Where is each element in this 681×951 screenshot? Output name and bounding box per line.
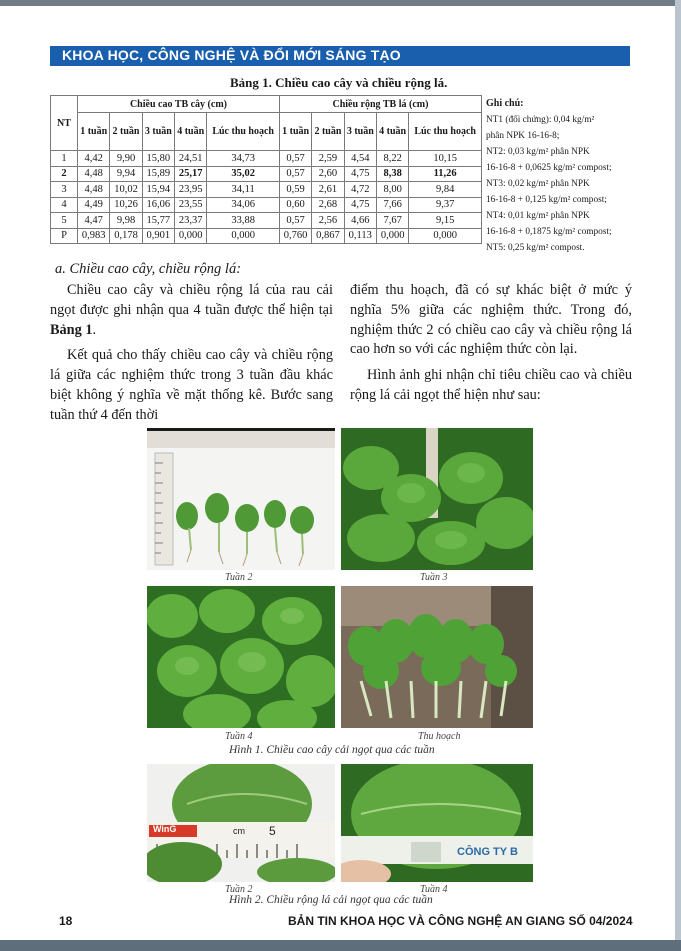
cell-height: 33,88 [207,213,280,229]
cell-height: 4,48 [78,182,110,198]
cell-width: 7,67 [376,213,408,229]
right-column [350,281,632,406]
cell-width: 2,68 [312,197,344,213]
left-paragraph-1: Chiều cao cây và chiều rộng lá của rau cải ngọt được ghi nhận qua 4 tuần được thể hiện tại Bảng 1. [50,282,333,338]
note-line: NT4: 0,01 kg/m² phân NPK [486,211,590,221]
cell-width: 8,38 [376,166,408,182]
note-line: 16-16-8 + 0,0625 kg/m² compost; [486,163,612,173]
cell-width: 0,57 [279,166,311,182]
cell-width: 4,75 [344,197,376,213]
cell-width: 2,60 [312,166,344,182]
col-nt-header: NT [51,96,78,151]
cell-height: 0,901 [142,228,174,244]
table-row [51,151,482,167]
width-group-header: Chiều rộng TB lá (cm) [279,96,481,113]
cell-width: 9,37 [409,197,482,213]
height-group-header: Chiều cao TB cây (cm) [78,96,280,113]
cell-height: 34,11 [207,182,280,198]
cell-height: 0,000 [175,228,207,244]
photo-harvest-height [341,586,533,728]
cell-height: 4,49 [78,197,110,213]
table-title: Bảng 1. Chiều cao cây và chiều rộng lá. [230,75,448,90]
photo-week-4-leaf-width [341,764,533,882]
cell-width: 0,60 [279,197,311,213]
cell-nt: 4 [51,197,78,213]
cell-height: 4,47 [78,213,110,229]
note-line: 16-16-8 + 0,1875 kg/m² compost; [486,227,612,237]
cell-nt: 3 [51,182,78,198]
cell-width: 8,00 [376,182,408,198]
cell-height: 23,95 [175,182,207,198]
section-heading: a. Chiều cao cây, chiều rộng lá: [55,261,242,277]
cell-width: 0,000 [409,228,482,244]
cell-height: 23,55 [175,197,207,213]
page-number: 18 [59,914,73,928]
ruler-digit: 5 [269,824,276,838]
week-header-w-4: 4 tuần [376,113,408,151]
cell-width: 4,72 [344,182,376,198]
cell-height: 10,26 [110,197,142,213]
cell-width: 11,26 [409,166,482,182]
cell-nt: P [51,228,78,244]
cell-height: 0,983 [78,228,110,244]
cell-width: 4,54 [344,151,376,167]
cell-width: 8,22 [376,151,408,167]
sign-text: CÔNG TY B [457,846,518,858]
cell-height: 34,73 [207,151,280,167]
right-paragraph-2: Hình ảnh ghi nhận chỉ tiêu chiều cao và chiều rộng lá cải ngọt thể hiện như sau: [350,367,632,403]
table-row [51,182,482,198]
cell-height: 4,48 [78,166,110,182]
data-table [50,95,482,244]
cell-width: 2,61 [312,182,344,198]
table-notes [486,96,626,256]
cell-height: 4,42 [78,151,110,167]
week-header-h-2: 2 tuần [110,113,142,151]
figure-2-caption: Hình 2. Chiều rộng lá cải ngọt qua các tuần [229,894,433,906]
cell-width: 4,66 [344,213,376,229]
cell-width: 9,15 [409,213,482,229]
cell-height: 35,02 [207,166,280,182]
cell-width: 0,760 [279,228,311,244]
cell-width: 4,75 [344,166,376,182]
cell-height: 15,94 [142,182,174,198]
cell-width: 10,15 [409,151,482,167]
cell-height: 16,06 [142,197,174,213]
left-paragraph-2: Kết quả cho thấy chiều cao cây và chiều rộng lá giữa các nghiệm thức trong 3 tuần đầu khác biệt không ý nghĩa về mặt thống kê. Bước sang tuần thứ 4 đến thời [50,347,333,423]
cell-width: 0,113 [344,228,376,244]
cell-width: 0,000 [376,228,408,244]
cell-height: 15,89 [142,166,174,182]
note-line: NT2: 0,03 kg/m² phân NPK [486,147,590,157]
bottom-band [0,940,681,951]
cell-height: 9,98 [110,213,142,229]
right-paragraph-1: điểm thu hoạch, đã có sự khác biệt ở mức ý nghĩa 5% giữa các nghiệm thức. Trong đó, nghiệm thức 2 có chiều cao cây và chiều rộng lá cao hơn so với các nghiệm thức còn lại. [350,282,632,358]
table-reference: Bảng 1 [50,321,93,338]
left-column [50,281,333,426]
cell-width: 0,57 [279,213,311,229]
note-line: NT1 (đối chứng): 0,04 kg/m² [486,115,595,125]
note-line: 16-16-8 + 0,125 kg/m² compost; [486,195,607,205]
cell-nt: 2 [51,166,78,182]
week-header-h-4: 4 tuần [175,113,207,151]
cell-height: 15,77 [142,213,174,229]
top-rule [0,0,681,6]
cell-height: 0,000 [207,228,280,244]
week-header-w-5: Lúc thu hoạch [409,113,482,151]
ruler-unit: cm [233,826,245,836]
cell-nt: 5 [51,213,78,229]
cell-nt: 1 [51,151,78,167]
table-row [51,166,482,182]
week-header-w-2: 2 tuần [312,113,344,151]
caption-week-2: Tuần 2 [225,572,253,583]
week-header-w-3: 3 tuần [344,113,376,151]
week-header-w-1: 1 tuần [279,113,311,151]
table-row [51,228,482,244]
photo-week-3-height [341,428,533,570]
cell-width: 0,57 [279,151,311,167]
week-header-h-3: 3 tuần [142,113,174,151]
note-line: phân NPK 16-16-8; [486,131,560,141]
photo-week-2-leaf-width [147,764,335,882]
cell-height: 15,80 [142,151,174,167]
cell-width: 2,59 [312,151,344,167]
cell-height: 9,94 [110,166,142,182]
caption-week-4: Tuần 4 [225,731,253,742]
ruler-brand: WinG [153,824,177,834]
caption-week-3: Tuần 3 [420,572,448,583]
cell-width: 9,84 [409,182,482,198]
cell-width: 0,59 [279,182,311,198]
figure-1-caption: Hình 1. Chiều cao cây cải ngọt qua các tuần [229,744,435,756]
note-line: NT3: 0,02 kg/m² phân NPK [486,179,590,189]
cell-height: 10,02 [110,182,142,198]
cell-width: 0,867 [312,228,344,244]
notes-heading: Ghi chú: [486,98,524,109]
photo-week-2-height [147,428,335,570]
footer-title: BẢN TIN KHOA HỌC VÀ CÔNG NGHỆ AN GIANG SỐ 04/2024 [288,914,633,928]
cell-height: 9,90 [110,151,142,167]
cell-height: 25,17 [175,166,207,182]
section-header: KHOA HỌC, CÔNG NGHỆ VÀ ĐỔI MỚI SÁNG TẠO [62,47,401,63]
caption-fig2-week-4: Tuần 4 [420,884,448,895]
cell-width: 2,56 [312,213,344,229]
table-row [51,197,482,213]
note-line: NT5: 0,25 kg/m² compost. [486,243,585,253]
caption-fig2-week-2: Tuần 2 [225,884,253,895]
week-header-h-1: 1 tuần [78,113,110,151]
week-header-h-5: Lúc thu hoạch [207,113,280,151]
cell-width: 7,66 [376,197,408,213]
cell-height: 23,37 [175,213,207,229]
cell-height: 0,178 [110,228,142,244]
cell-height: 34,06 [207,197,280,213]
table-row [51,213,482,229]
photo-week-4-height [147,586,335,728]
cell-height: 24,51 [175,151,207,167]
caption-harvest: Thu hoạch [418,731,461,742]
